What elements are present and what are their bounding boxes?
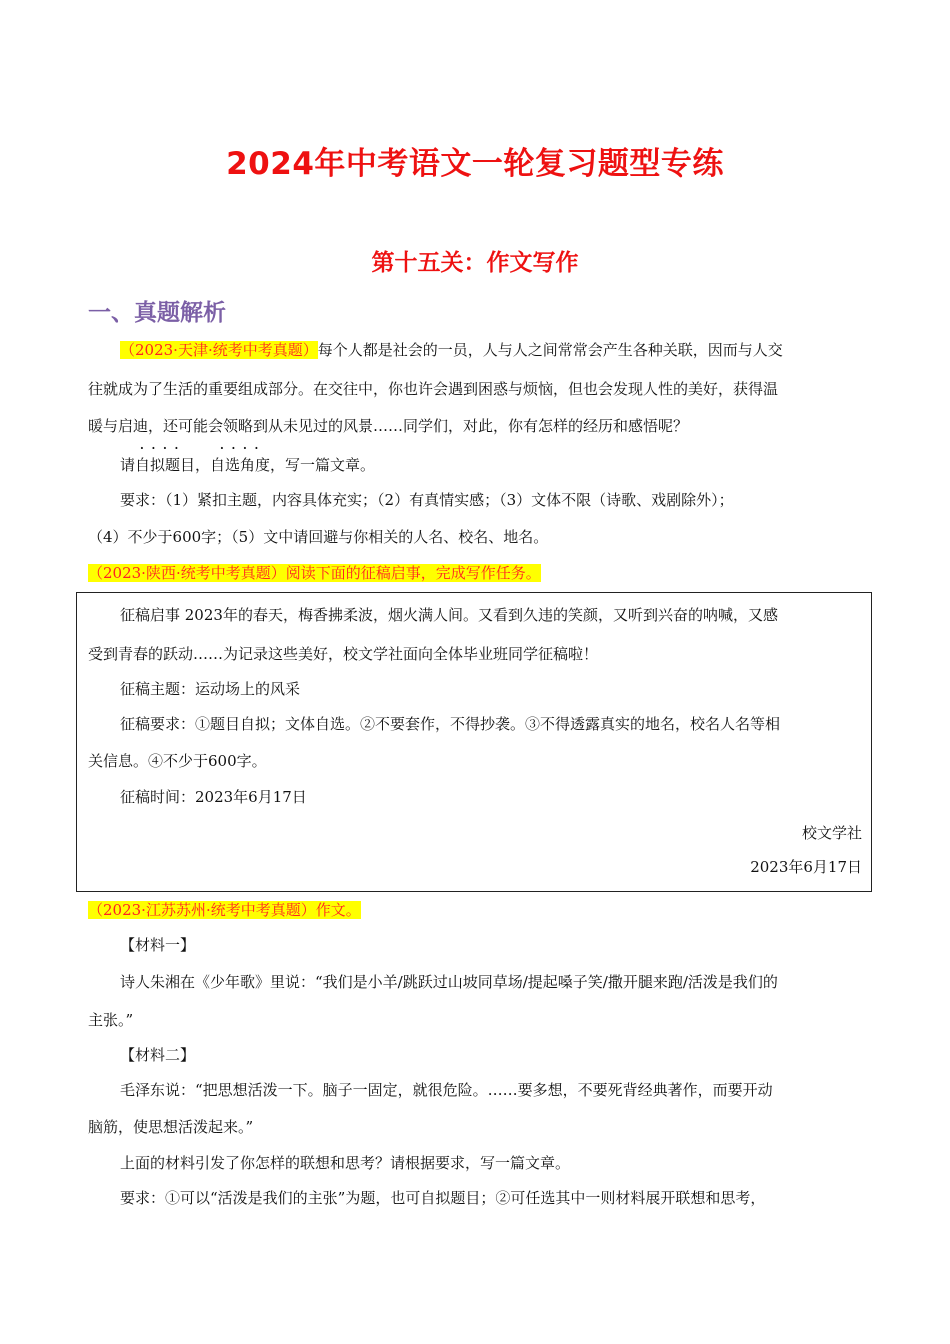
q2-source-line — [88, 562, 863, 583]
q3-requirement: 要求：①可以“活泼是我们的主张”为题，也可自拟题目；②可任选其中一则材料展开联想和思考， — [120, 1189, 766, 1207]
q1-text-line1: 每个人都是社会的一员，人与人之间常常会产生各种关联，因而与人交 — [317, 341, 783, 359]
notice-requirement-line1: 征稿要求：①题目自拟；文体自选。②不要套作，不得抄袭。③不得透露真实的地名，校名人名等相 — [120, 715, 781, 733]
q1-source-tag: （2023·天津·统考中考真题） — [120, 341, 318, 359]
q1-requirement-line2: （4）不少于600字；（5）文中请回避与你相关的人名、校名、地名。 — [88, 528, 549, 546]
material1-line2: 主张。” — [88, 1011, 134, 1029]
q2-source-tag: （2023·陕西·统考中考真题）阅读下面的征稿启事，完成写作任务。 — [88, 564, 541, 582]
material2-line2: 脑筋，使思想活泼起来。” — [88, 1118, 254, 1136]
emphasis-dots-2: · · · · — [220, 442, 259, 455]
material2-line1: 毛泽东说：“把思想活泼一下。脑子一固定，就很危险。……要多想，不要死背经典著作，而要开动 — [120, 1081, 773, 1099]
q1-text-line3: 暖与启迪，还可能会领略到从未见过的风景……同学们，对此，你有怎样的经历和感悟呢？ — [88, 417, 689, 435]
notice-box — [76, 592, 872, 892]
notice-requirement-line2: 关信息。④不少于600字。 — [88, 752, 267, 770]
material2-label: 【材料二】 — [120, 1046, 196, 1064]
q3-source-tag: （2023·江苏苏州·统考中考真题）作文。 — [88, 901, 361, 919]
section-heading: 一、真题解析 — [88, 300, 226, 326]
emphasis-dots-1: · · · · — [140, 442, 179, 455]
material1-line1: 诗人朱湘在《少年歌》里说：“我们是小羊/跳跃过山坡同草场/提起嗓子笑/撒开腿来跑/活泼是我们的 — [120, 973, 778, 991]
q1-instruction: 请自拟题目，自选角度，写一篇文章。 — [120, 456, 376, 474]
notice-sign-date: 2023年6月17日 — [750, 858, 862, 876]
document-title: 2024年中考语文一轮复习题型专练 — [226, 146, 724, 182]
notice-time: 征稿时间：2023年6月17日 — [120, 788, 307, 806]
q1-first-line — [120, 339, 865, 360]
notice-line2: 受到青春的跃动……为记录这些美好，校文学社面向全体毕业班同学征稿啦！ — [88, 645, 599, 663]
q3-prompt: 上面的材料引发了你怎样的联想和思考？请根据要求，写一篇文章。 — [120, 1154, 571, 1172]
notice-theme: 征稿主题：运动场上的风采 — [120, 680, 301, 698]
notice-signer: 校文学社 — [801, 824, 862, 842]
q3-source-line — [88, 899, 863, 920]
material1-label: 【材料一】 — [120, 936, 196, 954]
q1-text-line2: 往就成为了生活的重要组成部分。在交往中，你也许会遇到困惑与烦恼，但也会发现人性的美好，获得温 — [88, 380, 779, 398]
q1-requirement-line1: 要求：（1）紧扣主题，内容具体充实；（2）有真情实感；（3）文体不限（诗歌、戏剧除外）； — [120, 491, 734, 509]
notice-line1: 征稿启事 2023年的春天，梅香拂柔波，烟火满人间。又看到久违的笑颜，又听到兴奋的呐喊，又感 — [120, 606, 778, 624]
chapter-subtitle: 第十五关：作文写作 — [371, 250, 579, 276]
